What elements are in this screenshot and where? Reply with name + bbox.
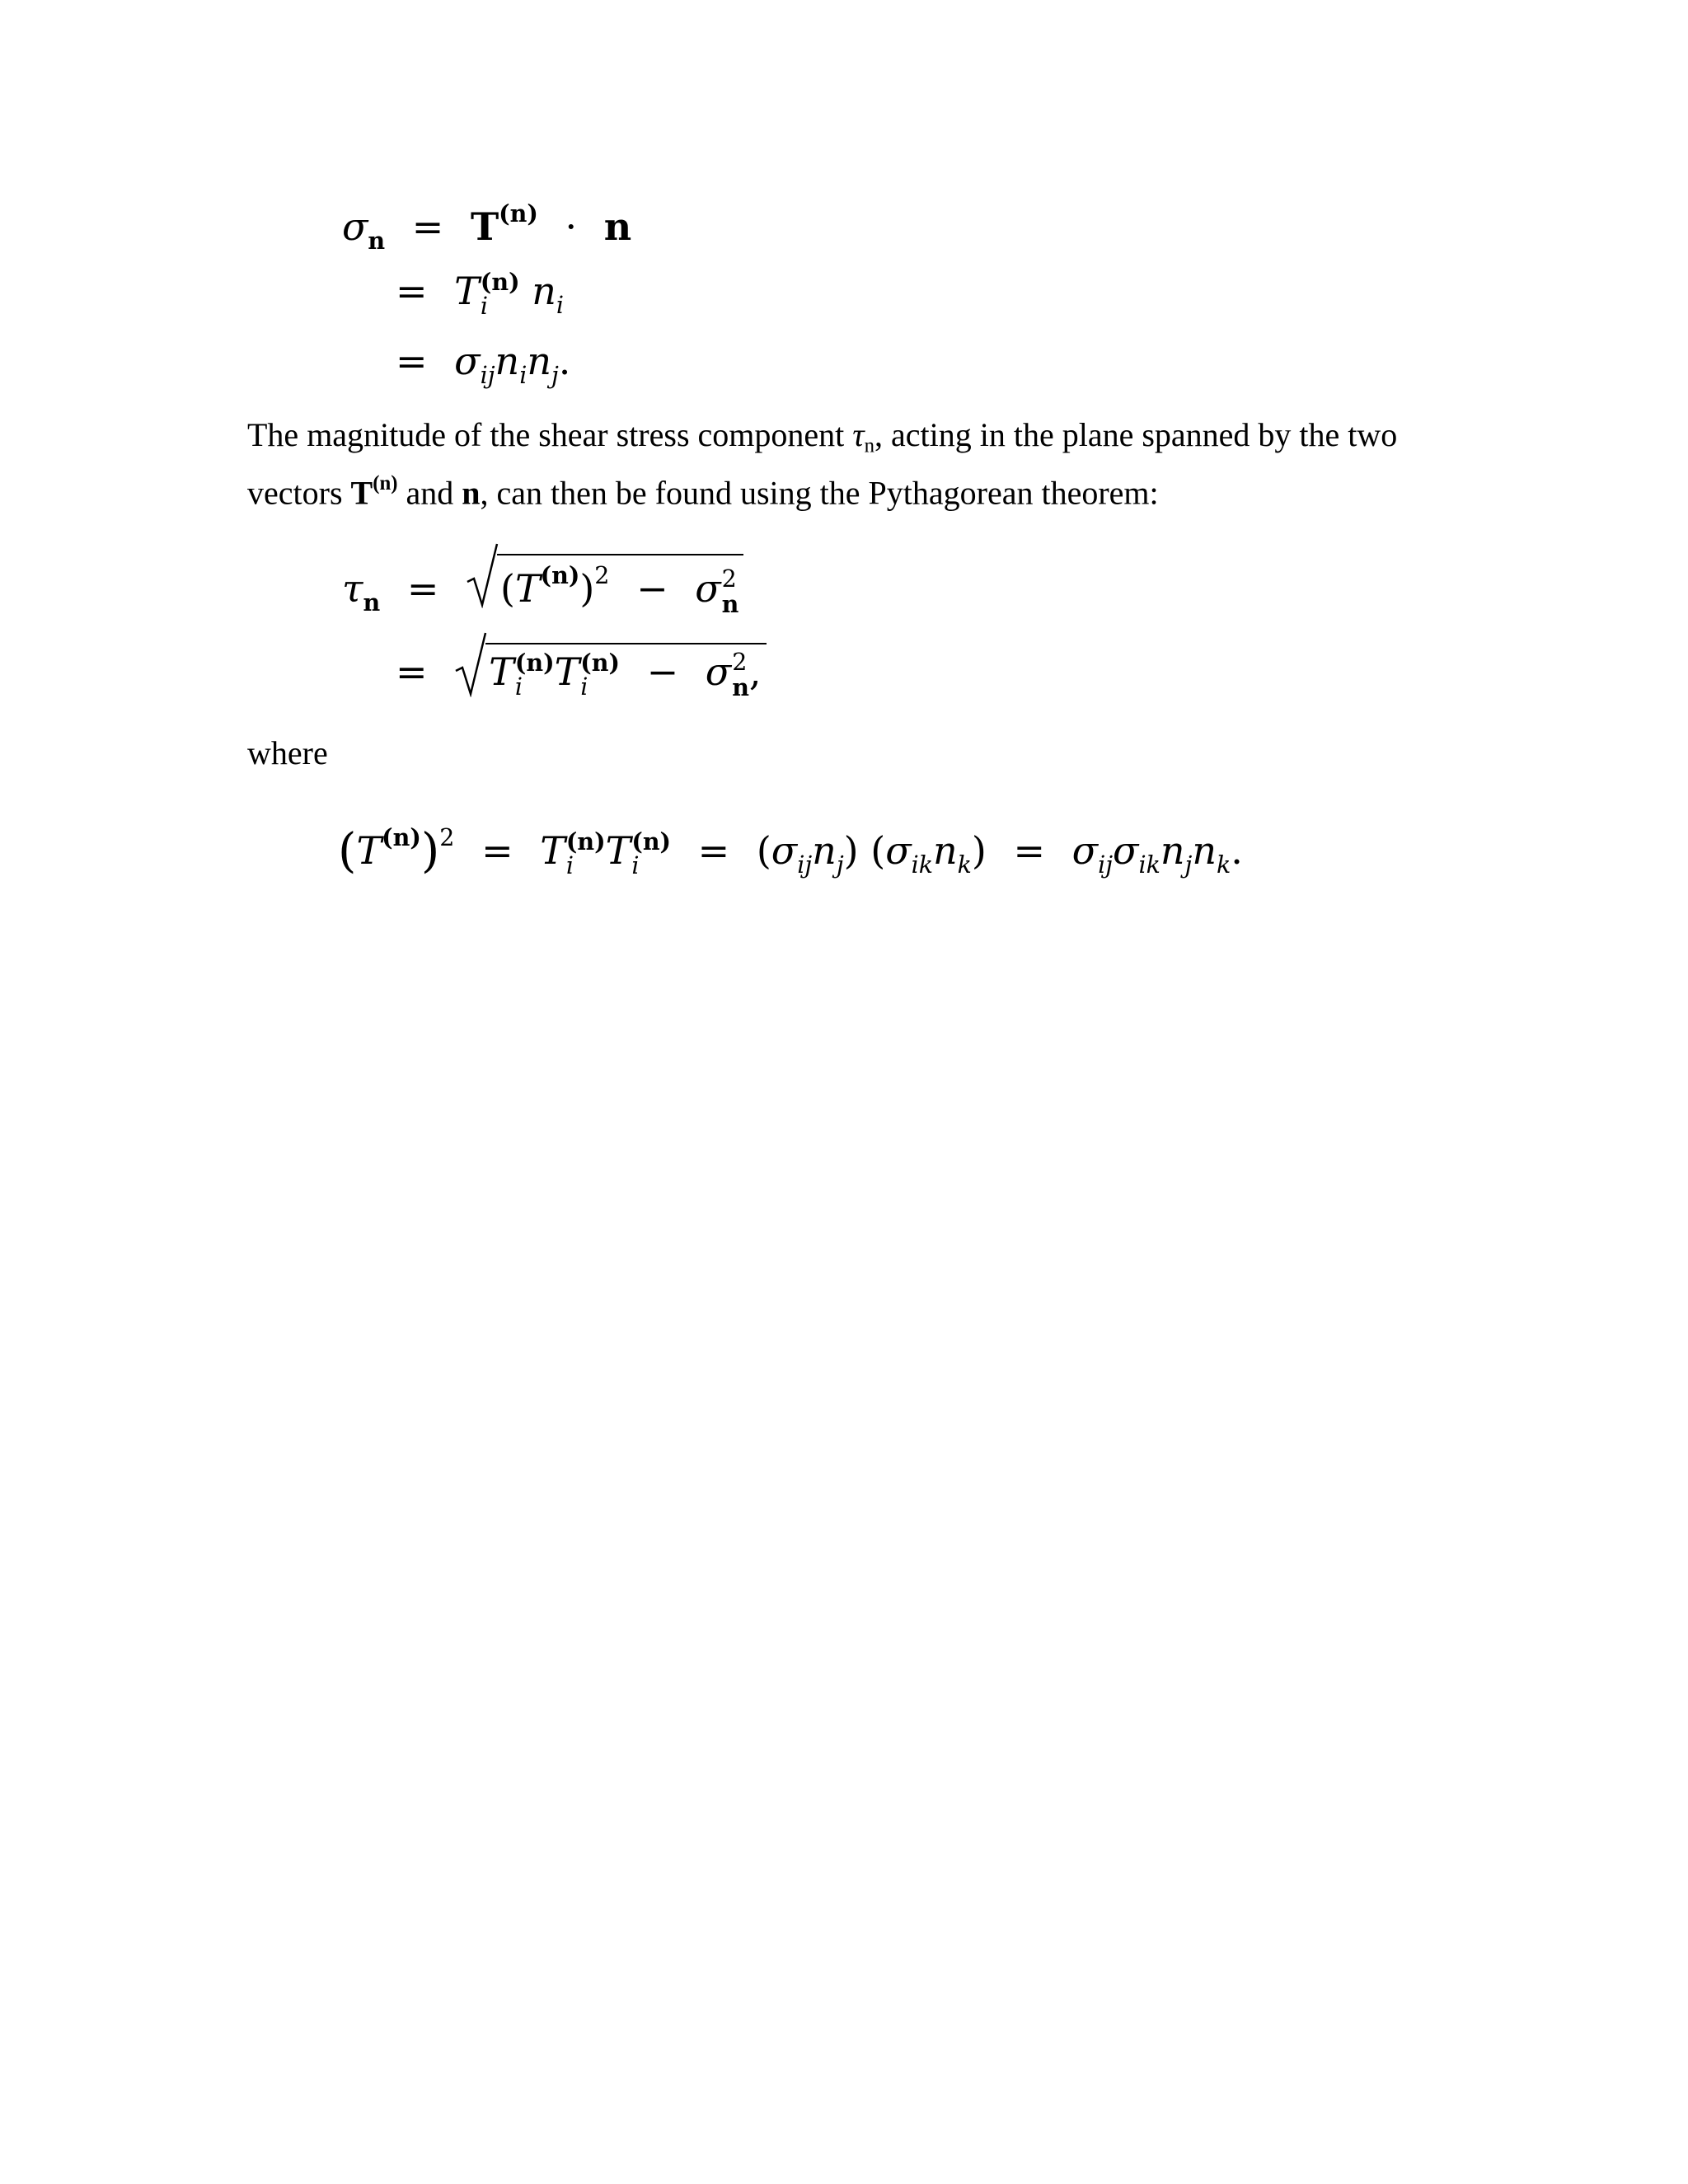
sub-sup-stack <box>514 649 555 701</box>
equation-traction-magnitude <box>338 823 1243 880</box>
exponent-2: 2 <box>594 562 610 589</box>
traction-vector: T <box>470 204 499 250</box>
subscript-i: i <box>519 361 528 389</box>
subscript-ij: ij <box>1098 851 1114 879</box>
subscript-ik: ik <box>911 851 933 879</box>
sigma-symbol: σ <box>1113 828 1139 874</box>
subscript-i: i <box>565 852 574 880</box>
subscript-k: k <box>957 851 972 879</box>
equals-sign: = <box>406 566 439 612</box>
tau-symbol: τ <box>342 566 363 612</box>
subscript-ik: ik <box>1138 851 1160 879</box>
traction-vector: T <box>350 474 373 512</box>
left-paren: ( <box>499 566 515 612</box>
equation-shear-stress-line2 <box>381 643 767 702</box>
exponent-2: 2 <box>721 565 737 593</box>
superscript-n: (n) <box>514 649 555 677</box>
equals-sign: = <box>481 828 513 874</box>
subscript-k: k <box>1216 851 1231 879</box>
right-paren: ) <box>971 828 987 874</box>
subscript-i: i <box>580 673 588 701</box>
dot-operator: · <box>565 204 578 250</box>
normal-vector: n <box>603 204 632 250</box>
normal-component: n <box>495 339 520 383</box>
where-label: where <box>247 734 328 771</box>
sub-sup-stack <box>631 827 672 880</box>
sigma-symbol: σ <box>342 204 368 250</box>
normal-component: n <box>527 339 551 383</box>
superscript-n: (n) <box>631 827 672 855</box>
subscript-n: n <box>368 227 386 255</box>
superscript-n: (n) <box>565 827 606 855</box>
superscript-n: (n) <box>540 561 580 589</box>
traction-component: T <box>554 649 580 695</box>
radicand <box>485 643 766 702</box>
sub-sup-stack <box>721 565 739 619</box>
subscript-i: i <box>514 673 523 701</box>
equals-sign: = <box>411 204 444 250</box>
text-segment: The magnitude of the shear stress component <box>247 416 853 453</box>
subscript-i: i <box>556 292 564 320</box>
right-paren: ) <box>420 823 440 879</box>
sigma-symbol: σ <box>454 339 481 383</box>
sub-sup-stack <box>580 649 620 701</box>
radicand <box>497 554 743 619</box>
superscript-n: (n) <box>499 199 538 227</box>
normal-component: n <box>532 269 556 314</box>
equation-normal-stress-line2 <box>381 268 564 321</box>
period: . <box>558 339 571 383</box>
subscript-j: j <box>1184 851 1193 879</box>
superscript-n: (n) <box>373 472 398 495</box>
right-paren: ) <box>843 828 859 874</box>
traction-component: T <box>540 828 565 874</box>
text-segment: , can then be found using the Pythagorean theorem: <box>480 474 1159 512</box>
radical-sign-icon <box>454 631 487 697</box>
equation-normal-stress-line1 <box>342 199 632 255</box>
normal-component: n <box>1160 828 1185 874</box>
text-segment: , acting in the plane spanned by the two vectors <box>247 416 1398 512</box>
equals-sign: = <box>396 269 428 314</box>
subscript-ij: ij <box>480 361 495 389</box>
normal-component: n <box>1192 828 1217 874</box>
square-root <box>466 554 743 619</box>
traction-component: T <box>514 566 541 612</box>
minus-sign: − <box>636 566 668 612</box>
sigma-symbol: σ <box>695 566 721 612</box>
subscript-n: n <box>363 588 381 617</box>
equation-normal-stress-line3 <box>381 339 571 389</box>
superscript-n: (n) <box>382 823 421 851</box>
traction-component: T <box>605 828 631 874</box>
exponent-2: 2 <box>732 649 748 676</box>
tau-symbol: τ <box>852 416 865 453</box>
subscript-ij: ij <box>797 851 813 879</box>
subscript-i: i <box>631 852 640 880</box>
equals-sign: = <box>396 649 428 695</box>
right-paren: ) <box>579 566 595 612</box>
subscript-j: j <box>551 361 559 389</box>
square-root <box>454 643 766 702</box>
traction-component: T <box>489 649 514 695</box>
superscript-n: (n) <box>480 268 520 296</box>
sigma-symbol: σ <box>705 649 732 695</box>
left-paren: ( <box>870 828 886 874</box>
sub-sup-stack <box>732 649 749 702</box>
sub-sup-stack <box>480 268 520 321</box>
left-paren: ( <box>756 828 771 874</box>
normal-vector: n <box>462 474 481 512</box>
sigma-symbol: σ <box>1071 828 1099 874</box>
subscript-j: j <box>836 851 844 879</box>
equals-sign: = <box>1013 828 1046 874</box>
superscript-n: (n) <box>580 649 620 677</box>
subscript-n: n <box>864 434 874 457</box>
equals-sign: = <box>697 828 730 874</box>
minus-sign: − <box>646 649 679 695</box>
subscript-i: i <box>480 293 488 321</box>
normal-component: n <box>933 828 958 874</box>
equation-shear-stress-line1 <box>342 554 743 619</box>
subscript-n: n <box>732 673 749 702</box>
traction-component: T <box>454 269 480 314</box>
normal-component: n <box>812 828 837 874</box>
text-segment: and <box>397 474 462 512</box>
traction-component: T <box>356 828 382 874</box>
subscript-n: n <box>721 590 739 619</box>
sub-sup-stack <box>565 827 606 880</box>
left-paren: ( <box>338 823 357 879</box>
radical-sign-icon <box>466 542 499 608</box>
sigma-symbol: σ <box>771 828 798 874</box>
explanation-paragraph <box>247 416 1442 513</box>
period: . <box>1231 828 1243 874</box>
equals-sign: = <box>396 339 428 383</box>
sigma-symbol: σ <box>885 828 912 874</box>
comma: , <box>748 649 762 695</box>
exponent-2: 2 <box>439 824 455 851</box>
